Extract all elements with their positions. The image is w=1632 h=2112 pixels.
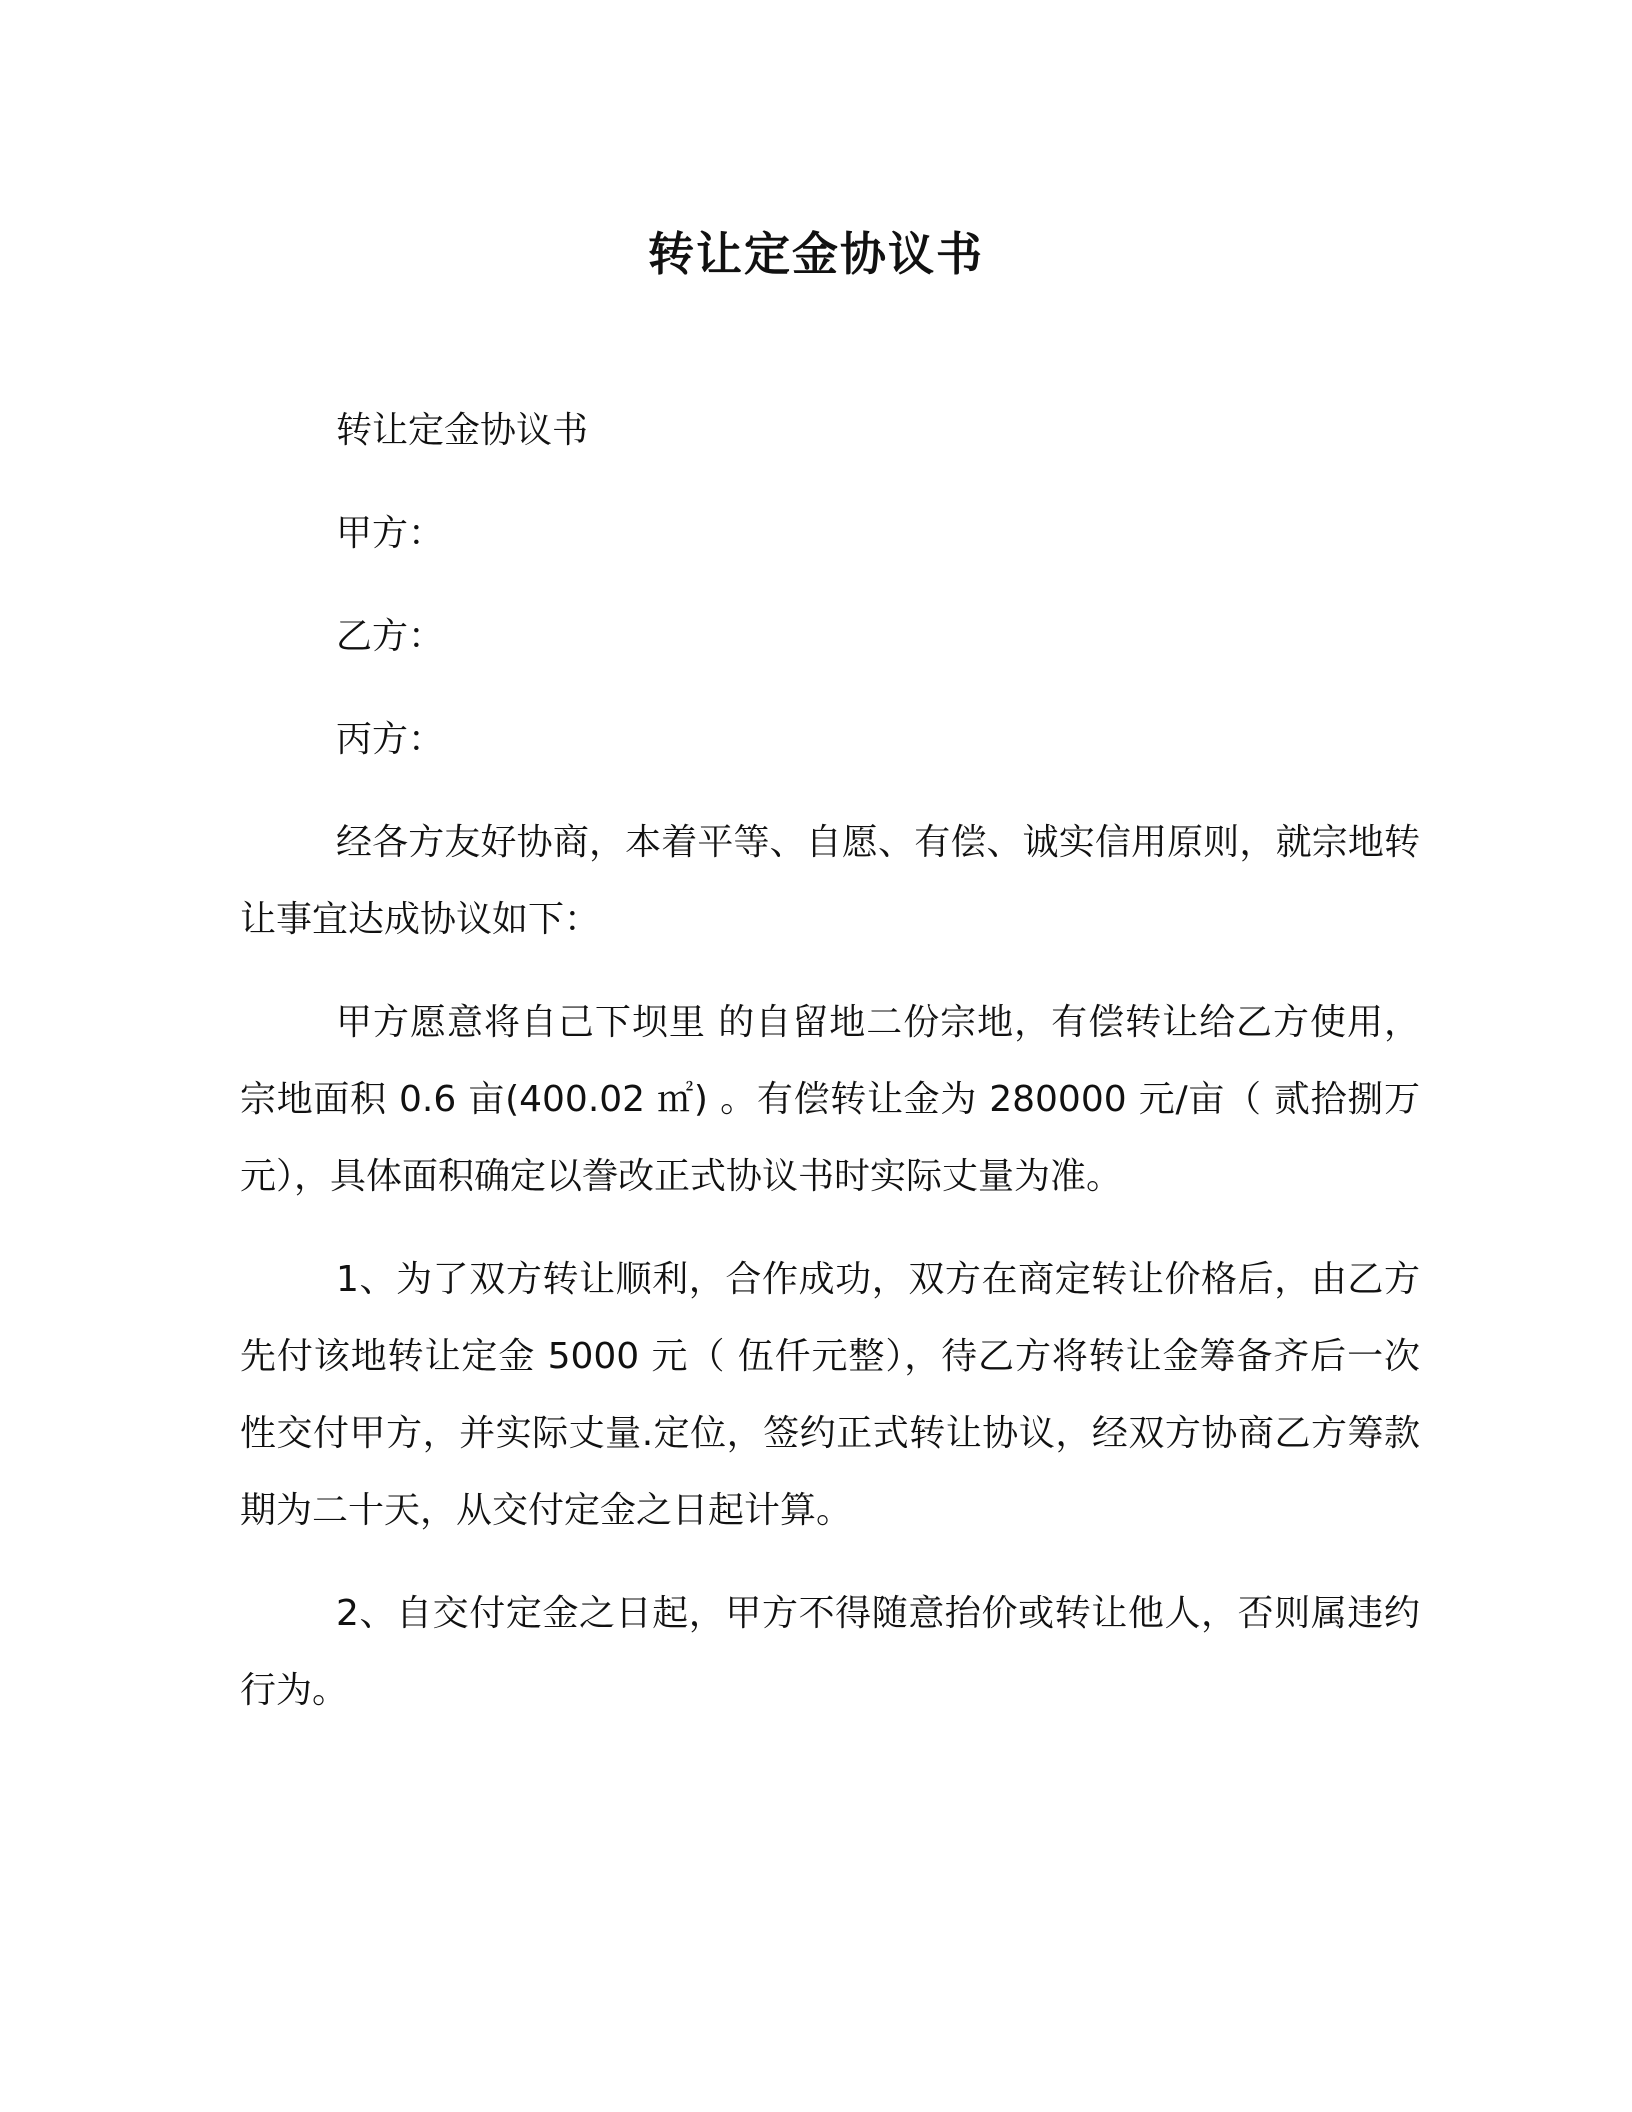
paragraph-heading: 转让定金协议书 [336, 410, 589, 451]
paragraph-party-c: 丙方： [336, 719, 445, 760]
paragraph-land-transfer: 甲方愿意将自己下坝里 的自留地二份宗地，有偿转让给乙方使用，宗地面积 0.6 亩(400.02 ㎡) 。有偿转让金为 280000 元/亩（ 贰拾捌万元），具体面积确定以誊改正式协议书时实际丈量为准。 [240, 1002, 1420, 1197]
paragraph-clause-2: 2、自交付定金之日起，甲方不得随意抬价或转让他人，否则属违约行为。 [240, 1593, 1420, 1711]
paragraph-party-a: 甲方： [336, 513, 445, 554]
paragraph-intro: 经各方友好协商，本着平等、自愿、有偿、诚实信用原则，就宗地转让事宜达成协议如下： [240, 822, 1420, 940]
document-body [240, 392, 1420, 1755]
paragraph-party-b: 乙方： [336, 616, 445, 657]
paragraph-clause-1: 1、为了双方转让顺利，合作成功，双方在商定转让价格后，由乙方先付该地转让定金 5000 元（ 伍仟元整），待乙方将转让金筹备齐后一次性交付甲方，并实际丈量.定位，签约正式转让协议，经双方协商乙方筹款期为二十天，从交付定金之日起计算。 [240, 1259, 1420, 1531]
document-title: 转让定金协议书 [648, 227, 984, 281]
